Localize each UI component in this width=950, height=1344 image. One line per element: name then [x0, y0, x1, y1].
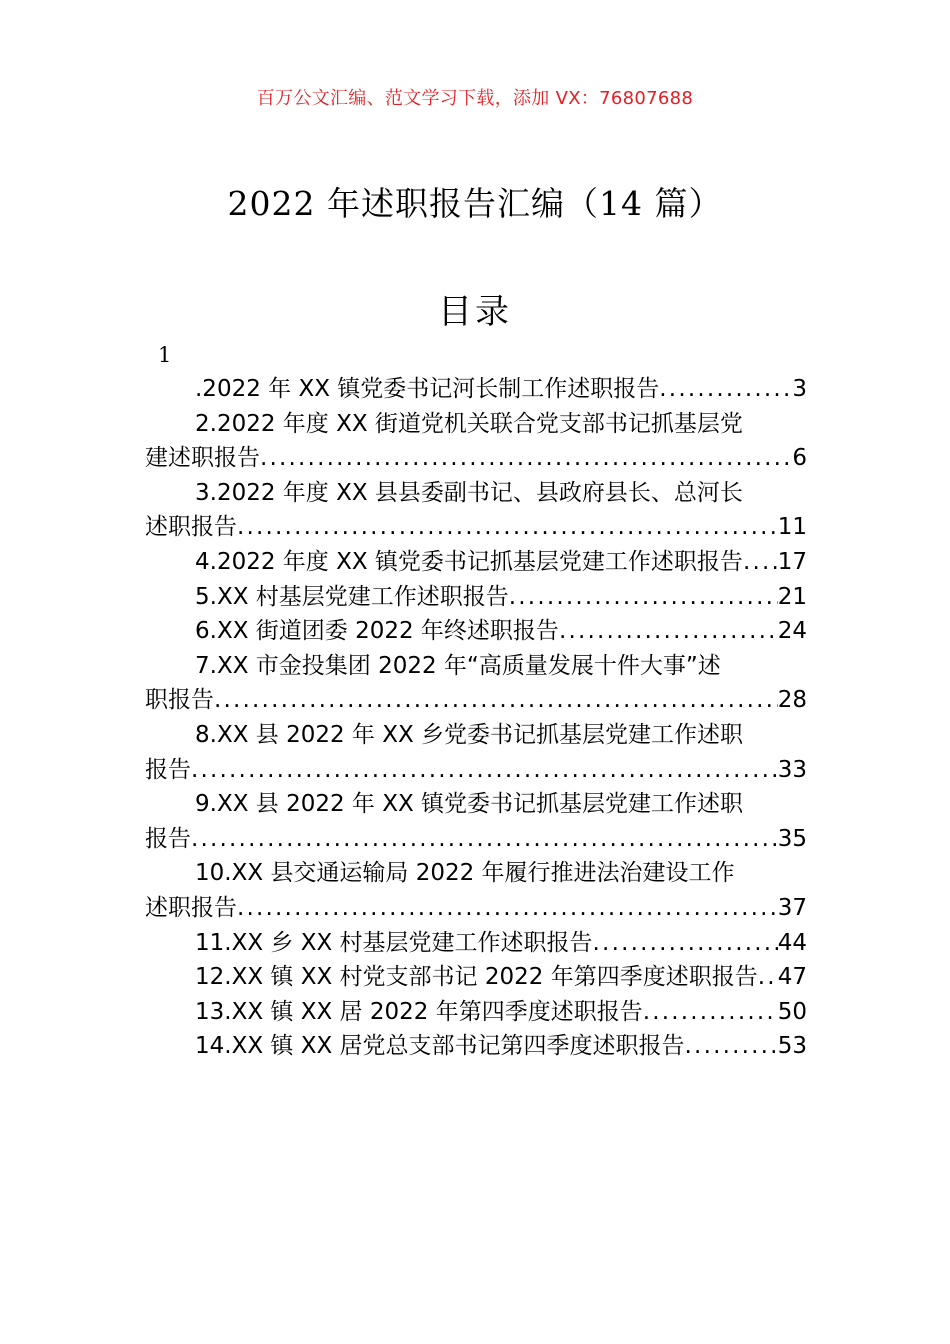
- toc-entry-title: 3.2022 年度 XX 县县委副书记、县政府县长、总河长: [195, 479, 743, 506]
- table-of-contents: [145, 372, 807, 1064]
- toc-entry-line: [145, 787, 807, 822]
- toc-entry-title: 8.XX 县 2022 年 XX 乡党委书记抓基层党建工作述职: [195, 721, 744, 748]
- dot-leader: [191, 753, 778, 788]
- toc-entry[interactable]: [145, 995, 807, 1030]
- toc-entry[interactable]: [145, 649, 807, 718]
- toc-page-number: 44: [777, 929, 807, 956]
- toc-entry-line: [145, 476, 807, 511]
- toc-heading: 目录: [438, 292, 512, 332]
- toc-entry-line: [145, 407, 807, 442]
- toc-entry[interactable]: [145, 614, 807, 649]
- toc-entry[interactable]: [145, 960, 807, 995]
- toc-entry-line: [145, 822, 807, 857]
- dot-leader: [214, 683, 778, 718]
- dot-leader: [237, 891, 778, 926]
- toc-entry-line: [145, 753, 807, 788]
- dot-leader: [559, 614, 778, 649]
- dot-leader: [758, 960, 778, 995]
- toc-entry-line: [145, 960, 807, 995]
- dot-leader: [743, 545, 778, 580]
- dot-leader: [593, 926, 778, 961]
- toc-entry[interactable]: [145, 856, 807, 925]
- toc-entry-line: [145, 856, 807, 891]
- toc-entry-line: [145, 649, 807, 684]
- toc-entry[interactable]: [145, 1029, 807, 1064]
- toc-entry[interactable]: [145, 787, 807, 856]
- toc-entry[interactable]: [145, 718, 807, 787]
- toc-page-number: 21: [777, 583, 807, 610]
- dot-leader: [237, 510, 778, 545]
- toc-page-number: 28: [777, 687, 807, 714]
- toc-entry-line: [145, 1029, 807, 1064]
- toc-entry-title-cont: 述职报告: [145, 894, 237, 921]
- dot-leader: [685, 1029, 778, 1064]
- toc-entry-title: 10.XX 县交通运输局 2022 年履行推进法治建设工作: [195, 860, 735, 887]
- toc-entry[interactable]: [145, 580, 807, 615]
- toc-entry-line: [145, 683, 807, 718]
- toc-entry-title: 4.2022 年度 XX 镇党委书记抓基层党建工作述职报告: [195, 548, 743, 575]
- toc-entry-title: 14.XX 镇 XX 居党总支部书记第四季度述职报告: [195, 1033, 685, 1060]
- document-title: 2022 年述职报告汇编（14 篇）: [227, 184, 723, 223]
- toc-entry-title: 9.XX 县 2022 年 XX 镇党委书记抓基层党建工作述职: [195, 791, 744, 818]
- toc-page-number: 35: [777, 825, 807, 852]
- toc-entry[interactable]: [145, 926, 807, 961]
- toc-page-number: 24: [777, 618, 807, 645]
- toc-entry-title-cont: 建述职报告: [145, 445, 260, 472]
- watermark-banner: 百万公文汇编、范文学习下载，添加 VX：76807688: [256, 88, 694, 109]
- toc-entry-title: 2.2022 年度 XX 街道党机关联合党支部书记抓基层党: [195, 410, 743, 437]
- dot-leader: [260, 441, 792, 476]
- toc-entry-title: 5.XX 村基层党建工作述职报告: [195, 583, 509, 610]
- toc-entry-title: 7.XX 市金投集团 2022 年“高质量发展十件大事”述: [195, 652, 721, 679]
- toc-entry-line: [145, 441, 807, 476]
- toc-entry-line: [145, 891, 807, 926]
- toc-entry-line: [145, 510, 807, 545]
- toc-page-number: 50: [777, 998, 807, 1025]
- toc-entry-title: 12.XX 镇 XX 村党支部书记 2022 年第四季度述职报告: [195, 964, 758, 991]
- toc-entry-title: 6.XX 街道团委 2022 年终述职报告: [195, 618, 559, 645]
- toc-entry-title: .2022 年 XX 镇党委书记河长制工作述职报告: [195, 376, 660, 402]
- toc-entry[interactable]: [145, 476, 807, 545]
- toc-entry-title: 13.XX 镇 XX 居 2022 年第四季度述职报告: [195, 998, 643, 1025]
- dot-leader: [659, 372, 792, 407]
- toc-entry-title-cont: 职报告: [145, 687, 214, 714]
- toc-entry-line: [145, 718, 807, 753]
- toc-entry[interactable]: [145, 545, 807, 580]
- toc-entry[interactable]: [145, 372, 807, 407]
- toc-entry-title-cont: 述职报告: [145, 514, 237, 541]
- toc-entry-line: [145, 580, 807, 615]
- toc-entry-title: 11.XX 乡 XX 村基层党建工作述职报告: [195, 929, 593, 956]
- toc-entry-line: [145, 372, 807, 407]
- dot-leader: [191, 822, 778, 857]
- toc-entry-line: [145, 926, 807, 961]
- toc-entry-line: [145, 995, 807, 1030]
- dot-leader: [509, 580, 778, 615]
- toc-entry-line: [145, 545, 807, 580]
- toc-page-number: 6: [792, 445, 807, 472]
- toc-entry-line: [145, 614, 807, 649]
- toc-page-number: 17: [777, 548, 807, 575]
- toc-page-number: 11: [777, 514, 807, 541]
- toc-page-number: 33: [777, 756, 807, 783]
- toc-page-number: 47: [777, 964, 807, 991]
- toc-entry[interactable]: [145, 407, 807, 476]
- toc-entry-title-cont: 报告: [145, 756, 191, 783]
- toc-page-number: 3: [792, 376, 807, 402]
- toc-page-number: 53: [777, 1033, 807, 1060]
- stray-number: 1: [158, 343, 172, 367]
- toc-entry-title-cont: 报告: [145, 825, 191, 852]
- dot-leader: [643, 995, 778, 1030]
- toc-page-number: 37: [777, 894, 807, 921]
